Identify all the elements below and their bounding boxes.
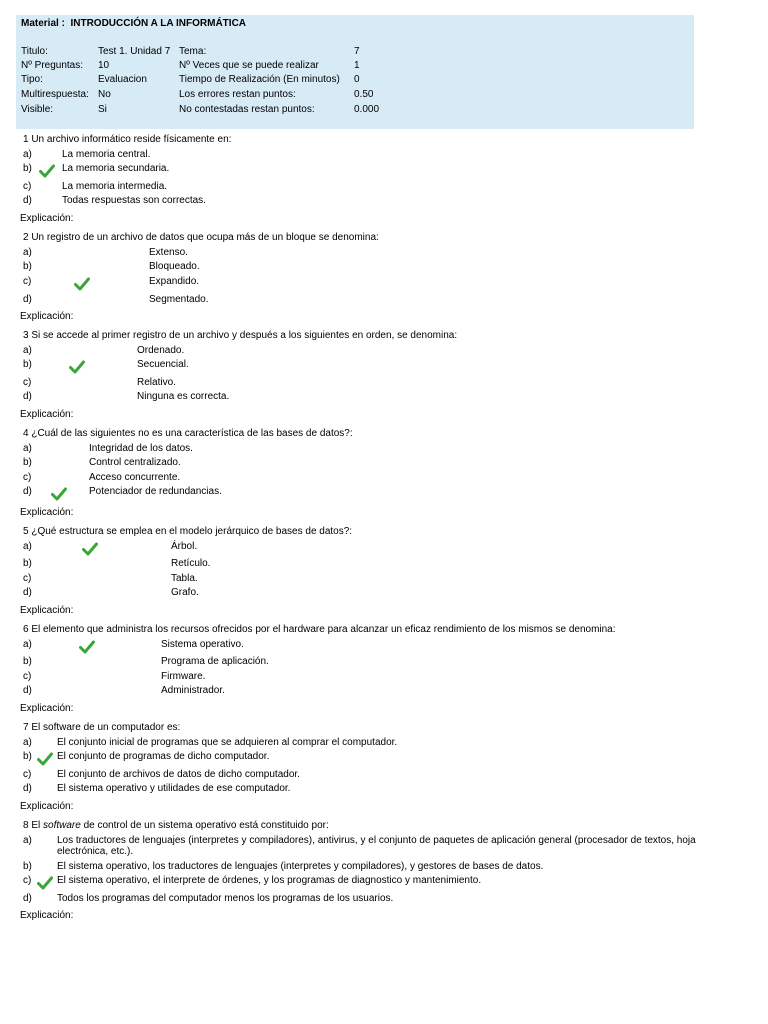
- option-letter: d): [23, 893, 32, 904]
- question-6: [20, 624, 748, 716]
- option-text: Extenso.: [149, 247, 188, 258]
- errores-value: 0.50: [354, 89, 374, 100]
- option-text: Árbol.: [171, 541, 198, 552]
- option-text: El conjunto de programas de dicho computador.: [57, 751, 270, 762]
- question-title: 3 Si se accede al primer registro de un archivo y después a los siguientes en orden, se denomina:: [23, 330, 458, 341]
- question-title: 1 Un archivo informático reside físicamente en:: [23, 134, 232, 145]
- explicacion-label: Explicación:: [20, 213, 74, 224]
- explicacion-label: Explicación:: [20, 507, 74, 518]
- no-contestadas-value: 0.000: [354, 104, 380, 115]
- option-letter: d): [23, 195, 32, 206]
- option-text: La memoria central.: [62, 149, 151, 160]
- option-letter: b): [23, 359, 32, 370]
- option-text: Control centralizado.: [89, 457, 181, 468]
- option-text: Sistema operativo.: [161, 639, 244, 650]
- option-letter: b): [23, 163, 32, 174]
- check-icon: [69, 360, 85, 374]
- option-letter: b): [23, 861, 32, 872]
- option-letter: b): [23, 558, 32, 569]
- question-title-emphasis: software: [43, 820, 81, 831]
- option-text: Potenciador de redundancias.: [89, 486, 222, 497]
- question-2: [20, 232, 748, 324]
- option-text: Administrador.: [161, 685, 225, 696]
- question-4: [20, 428, 748, 520]
- option-letter: a): [23, 835, 32, 846]
- option-text: La memoria intermedia.: [62, 181, 168, 192]
- tipo-value: Evaluacion: [98, 74, 147, 85]
- option-letter: d): [23, 685, 32, 696]
- option-letter: d): [23, 294, 32, 305]
- question-3: [20, 330, 748, 422]
- option-letter: b): [23, 751, 32, 762]
- tema-label: Tema:: [179, 46, 207, 57]
- option-letter: c): [23, 875, 32, 886]
- option-text: El conjunto inicial de programas que se adquieren al comprar el computador.: [57, 737, 398, 748]
- check-icon: [39, 164, 55, 178]
- option-text: Todos los programas del computador menos los programas de los usuarios.: [57, 893, 394, 904]
- material-label: Material :: [21, 18, 65, 29]
- option-letter: d): [23, 783, 32, 794]
- option-text: Los traductores de lenguajes (interpretes y compiladores), antivirus, y el conjunto de paquetes de aplicación general (procesador de textos, hoja electrónica, etc.).: [57, 835, 696, 857]
- option-text: Retículo.: [171, 558, 211, 569]
- option-text: El sistema operativo, los traductores de lenguajes (interpretes y compiladores), y gestores de bases de datos.: [57, 861, 544, 872]
- option-letter: b): [23, 261, 32, 272]
- npreguntas-label: Nº Preguntas:: [21, 60, 84, 71]
- npreguntas-value: 10: [98, 60, 110, 71]
- test-info-header: [16, 15, 694, 129]
- check-icon: [74, 277, 90, 291]
- check-icon: [37, 752, 53, 766]
- option-text: El conjunto de archivos de datos de dicho computador.: [57, 769, 300, 780]
- option-letter: a): [23, 541, 32, 552]
- tiempo-value: 0: [354, 74, 360, 85]
- question-title: 5 ¿Qué estructura se emplea en el modelo jerárquico de bases de datos?:: [23, 526, 353, 537]
- option-text: Acceso concurrente.: [89, 472, 181, 483]
- option-text: Bloqueado.: [149, 261, 200, 272]
- option-text: Relativo.: [137, 377, 176, 388]
- option-letter: a): [23, 247, 32, 258]
- explicacion-label: Explicación:: [20, 409, 74, 420]
- check-icon: [51, 487, 67, 501]
- option-text: Ninguna es correcta.: [137, 391, 230, 402]
- option-letter: a): [23, 737, 32, 748]
- question-title: 4 ¿Cuál de las siguientes no es una característica de las bases de datos?:: [23, 428, 353, 439]
- veces-label: Nº Veces que se puede realizar: [179, 60, 319, 71]
- question-title: 6 El elemento que administra los recursos ofrecidos por el hardware para alcanzar un eficaz rendimiento de los mismos se denomina:: [23, 624, 616, 635]
- material-line: [21, 18, 246, 29]
- veces-value: 1: [354, 60, 360, 71]
- question-1: [20, 134, 748, 226]
- question-7: [20, 722, 748, 814]
- option-letter: c): [23, 769, 32, 780]
- option-letter: c): [23, 573, 32, 584]
- option-text: La memoria secundaria.: [62, 163, 170, 174]
- check-icon: [37, 876, 53, 890]
- option-letter: d): [23, 486, 32, 497]
- question-title: [23, 820, 329, 831]
- option-text: Segmentado.: [149, 294, 209, 305]
- option-text: Grafo.: [171, 587, 199, 598]
- option-letter: a): [23, 443, 32, 454]
- question-title-end: de control de un sistema operativo está constituido por:: [80, 820, 329, 831]
- question-5: [20, 526, 748, 618]
- option-letter: c): [23, 472, 32, 483]
- tiempo-label: Tiempo de Realización (En minutos): [179, 74, 340, 85]
- option-letter: a): [23, 639, 32, 650]
- tema-value: 7: [354, 46, 360, 57]
- option-text: Secuencial.: [137, 359, 189, 370]
- question-title: 2 Un registro de un archivo de datos que ocupa más de un bloque se denomina:: [23, 232, 379, 243]
- explicacion-label: Explicación:: [20, 605, 74, 616]
- visible-label: Visible:: [21, 104, 54, 115]
- multirespuesta-value: No: [98, 89, 111, 100]
- option-text: Integridad de los datos.: [89, 443, 193, 454]
- option-letter: b): [23, 457, 32, 468]
- option-letter: d): [23, 391, 32, 402]
- option-text: Expandido.: [149, 276, 200, 287]
- option-text: Todas respuestas son correctas.: [62, 195, 206, 206]
- option-letter: b): [23, 656, 32, 667]
- question-title: 7 El software de un computador es:: [23, 722, 181, 733]
- option-text: Programa de aplicación.: [161, 656, 269, 667]
- option-text: El sistema operativo, el interprete de órdenes, y los programas de diagnostico y mantenimiento.: [57, 875, 482, 886]
- question-title-start: 8 El: [23, 820, 44, 831]
- option-text: Tabla.: [171, 573, 198, 584]
- option-text: Ordenado.: [137, 345, 185, 356]
- option-letter: d): [23, 587, 32, 598]
- tipo-label: Tipo:: [21, 74, 43, 85]
- check-icon: [82, 542, 98, 556]
- visible-value: Si: [98, 104, 107, 115]
- explicacion-label: Explicación:: [20, 311, 74, 322]
- explicacion-label: Explicación:: [20, 910, 74, 921]
- explicacion-label: Explicación:: [20, 801, 74, 812]
- option-letter: c): [23, 276, 32, 287]
- option-text: Firmware.: [161, 671, 206, 682]
- no-contestadas-label: No contestadas restan puntos:: [179, 104, 315, 115]
- option-letter: c): [23, 671, 32, 682]
- option-letter: a): [23, 345, 32, 356]
- check-icon: [79, 640, 95, 654]
- errores-label: Los errores restan puntos:: [179, 89, 296, 100]
- question-8: [20, 820, 748, 926]
- titulo-label: Titulo:: [21, 46, 48, 57]
- option-letter: a): [23, 149, 32, 160]
- titulo-value: Test 1. Unidad 7: [98, 46, 171, 57]
- explicacion-label: Explicación:: [20, 703, 74, 714]
- option-letter: c): [23, 377, 32, 388]
- material-value: INTRODUCCIÓN A LA INFORMÁTICA: [70, 18, 247, 29]
- multirespuesta-label: Multirespuesta:: [21, 89, 89, 100]
- option-text: El sistema operativo y utilidades de ese computador.: [57, 783, 291, 794]
- option-letter: c): [23, 181, 32, 192]
